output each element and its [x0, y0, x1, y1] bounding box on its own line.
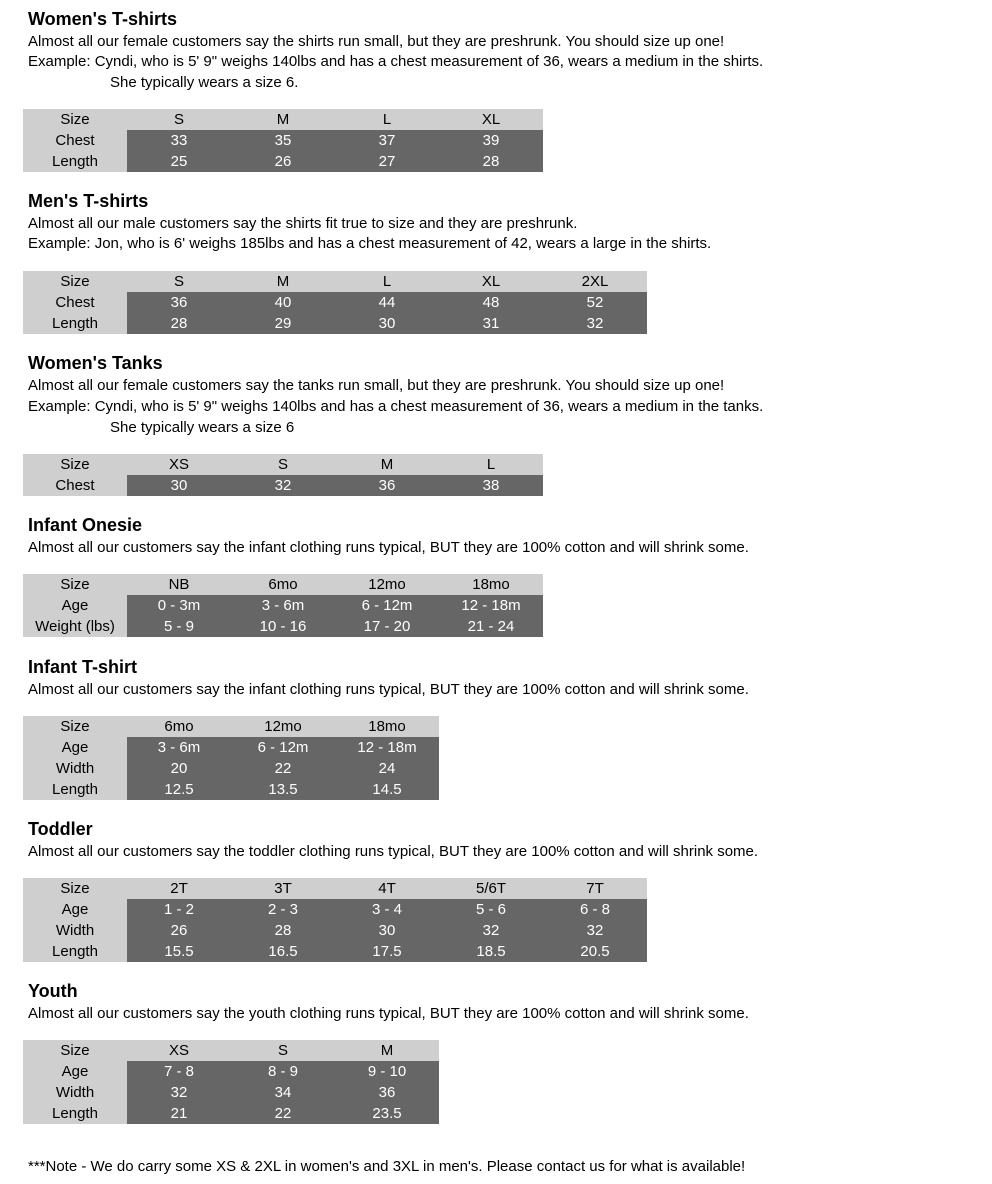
header-cell: Size	[23, 1040, 127, 1061]
table-row	[23, 595, 543, 616]
table-cell: 52	[543, 292, 647, 313]
section-title: Infant T-shirt	[28, 657, 137, 677]
header-cell: L	[439, 454, 543, 475]
table-cell: 29	[231, 313, 335, 334]
table-cell: 32	[231, 475, 335, 496]
table-cell: 3 - 6m	[231, 595, 335, 616]
table-row	[23, 737, 439, 758]
size-table	[23, 454, 543, 496]
header-cell: S	[127, 271, 231, 292]
table-header-row	[23, 716, 439, 737]
header-cell: Size	[23, 574, 127, 595]
section-title: Toddler	[28, 819, 93, 839]
table-cell: 32	[543, 313, 647, 334]
header-cell: 6mo	[231, 574, 335, 595]
table-cell: 30	[335, 920, 439, 941]
table-cell: 0 - 3m	[127, 595, 231, 616]
table-header-row	[23, 574, 543, 595]
description-line: Almost all our female customers say the tanks run small, but they are preshrunk. You should size up one!	[28, 377, 725, 394]
header-cell: M	[335, 454, 439, 475]
description-line: Almost all our female customers say the shirts run small, but they are preshrunk. You should size up one!	[28, 33, 725, 50]
table-row	[23, 758, 439, 779]
section-title: Women's T-shirts	[28, 9, 177, 29]
table-cell: 6 - 12m	[335, 595, 439, 616]
header-cell: XL	[439, 109, 543, 130]
table-cell: 36	[335, 475, 439, 496]
row-label: Chest	[23, 130, 127, 151]
header-cell: Size	[23, 271, 127, 292]
table-cell: 15.5	[127, 941, 231, 962]
description-line: Almost all our customers say the infant clothing runs typical, BUT they are 100% cotton and will shrink some.	[28, 681, 749, 698]
table-row	[23, 920, 647, 941]
table-cell: 21 - 24	[439, 616, 543, 637]
header-cell: XS	[127, 1040, 231, 1061]
header-cell: 2XL	[543, 271, 647, 292]
table-row	[23, 779, 439, 800]
table-cell: 13.5	[231, 779, 335, 800]
table-cell: 25	[127, 151, 231, 172]
table-row	[23, 1103, 439, 1124]
row-label: Age	[23, 899, 127, 920]
table-row	[23, 616, 543, 637]
table-row	[23, 1061, 439, 1082]
footer-note: ***Note - We do carry some XS & 2XL in women's and 3XL in men's. Please contact us for what is available!	[28, 1158, 746, 1175]
table-row	[23, 151, 543, 172]
table-cell: 14.5	[335, 779, 439, 800]
section-title: Women's Tanks	[28, 353, 163, 373]
row-label: Width	[23, 758, 127, 779]
table-header-row	[23, 454, 543, 475]
table-cell: 48	[439, 292, 543, 313]
size-table	[23, 109, 543, 172]
example-line: Example: Cyndi, who is 5' 9" weighs 140lbs and has a chest measurement of 36, wears a medium in the tanks.	[28, 398, 764, 415]
table-cell: 24	[335, 758, 439, 779]
table-cell: 26	[231, 151, 335, 172]
table-cell: 44	[335, 292, 439, 313]
table-cell: 16.5	[231, 941, 335, 962]
header-cell: 18mo	[439, 574, 543, 595]
header-cell: Size	[23, 454, 127, 475]
table-cell: 17.5	[335, 941, 439, 962]
header-cell: 6mo	[127, 716, 231, 737]
table-cell: 30	[127, 475, 231, 496]
row-label: Length	[23, 151, 127, 172]
header-cell: L	[335, 271, 439, 292]
row-label: Length	[23, 1103, 127, 1124]
row-label: Age	[23, 595, 127, 616]
table-header-row	[23, 271, 647, 292]
header-cell: 18mo	[335, 716, 439, 737]
header-cell: S	[231, 454, 335, 475]
table-cell: 12 - 18m	[335, 737, 439, 758]
table-cell: 33	[127, 130, 231, 151]
table-cell: 21	[127, 1103, 231, 1124]
table-cell: 9 - 10	[335, 1061, 439, 1082]
table-cell: 23.5	[335, 1103, 439, 1124]
example-line: Example: Cyndi, who is 5' 9" weighs 140lbs and has a chest measurement of 36, wears a medium in the shirts.	[28, 53, 764, 70]
table-cell: 22	[231, 1103, 335, 1124]
section-title: Men's T-shirts	[28, 191, 149, 211]
table-cell: 5 - 9	[127, 616, 231, 637]
row-label: Chest	[23, 292, 127, 313]
table-cell: 30	[335, 313, 439, 334]
header-cell: 12mo	[231, 716, 335, 737]
table-cell: 20.5	[543, 941, 647, 962]
table-cell: 6 - 12m	[231, 737, 335, 758]
table-header-row	[23, 878, 647, 899]
section-title: Infant Onesie	[28, 515, 143, 535]
table-cell: 6 - 8	[543, 899, 647, 920]
table-row	[23, 130, 543, 151]
table-cell: 8 - 9	[231, 1061, 335, 1082]
header-cell: M	[231, 271, 335, 292]
table-header-row	[23, 1040, 439, 1061]
table-row	[23, 475, 543, 496]
header-cell: 12mo	[335, 574, 439, 595]
table-cell: 40	[231, 292, 335, 313]
table-header-row	[23, 109, 543, 130]
header-cell: L	[335, 109, 439, 130]
table-cell: 22	[231, 758, 335, 779]
size-table	[23, 878, 647, 962]
table-cell: 1 - 2	[127, 899, 231, 920]
size-table	[23, 271, 647, 334]
header-cell: S	[231, 1040, 335, 1061]
example-line: Example: Jon, who is 6' weighs 185lbs and has a chest measurement of 42, wears a large in the shirts.	[28, 235, 712, 252]
row-label: Width	[23, 920, 127, 941]
table-cell: 5 - 6	[439, 899, 543, 920]
table-row	[23, 313, 647, 334]
header-cell: M	[231, 109, 335, 130]
header-cell: 2T	[127, 878, 231, 899]
section-title: Youth	[28, 981, 78, 1001]
header-cell: XL	[439, 271, 543, 292]
header-cell: S	[127, 109, 231, 130]
table-cell: 28	[231, 920, 335, 941]
header-cell: Size	[23, 109, 127, 130]
table-cell: 3 - 6m	[127, 737, 231, 758]
table-cell: 31	[439, 313, 543, 334]
row-label: Width	[23, 1082, 127, 1103]
row-label: Length	[23, 313, 127, 334]
description-line: Almost all our customers say the toddler clothing runs typical, BUT they are 100% cotton and will shrink some.	[28, 843, 759, 860]
size-table	[23, 574, 543, 637]
table-cell: 17 - 20	[335, 616, 439, 637]
table-cell: 26	[127, 920, 231, 941]
size-table	[23, 716, 439, 800]
header-cell: XS	[127, 454, 231, 475]
header-cell: M	[335, 1040, 439, 1061]
description-line: Almost all our customers say the infant clothing runs typical, BUT they are 100% cotton and will shrink some.	[28, 539, 749, 556]
row-label: Chest	[23, 475, 127, 496]
table-cell: 39	[439, 130, 543, 151]
row-label: Length	[23, 941, 127, 962]
table-cell: 37	[335, 130, 439, 151]
table-cell: 20	[127, 758, 231, 779]
table-cell: 36	[127, 292, 231, 313]
table-row	[23, 941, 647, 962]
table-cell: 32	[543, 920, 647, 941]
table-row	[23, 899, 647, 920]
description-line: Almost all our male customers say the shirts fit true to size and they are preshrunk.	[28, 215, 578, 232]
table-cell: 28	[127, 313, 231, 334]
table-cell: 27	[335, 151, 439, 172]
header-cell: 3T	[231, 878, 335, 899]
table-row	[23, 1082, 439, 1103]
header-cell: 4T	[335, 878, 439, 899]
example-line-cont: She typically wears a size 6	[110, 419, 295, 436]
table-cell: 32	[439, 920, 543, 941]
row-label: Length	[23, 779, 127, 800]
header-cell: Size	[23, 716, 127, 737]
table-cell: 12.5	[127, 779, 231, 800]
table-cell: 7 - 8	[127, 1061, 231, 1082]
table-cell: 2 - 3	[231, 899, 335, 920]
row-label: Age	[23, 1061, 127, 1082]
example-line-cont: She typically wears a size 6.	[110, 74, 299, 91]
size-table	[23, 1040, 439, 1124]
row-label: Age	[23, 737, 127, 758]
header-cell: Size	[23, 878, 127, 899]
header-cell: 7T	[543, 878, 647, 899]
table-cell: 12 - 18m	[439, 595, 543, 616]
row-label: Weight (lbs)	[23, 616, 127, 637]
description-line: Almost all our customers say the youth clothing runs typical, BUT they are 100% cotton and will shrink some.	[28, 1005, 749, 1022]
table-cell: 28	[439, 151, 543, 172]
table-cell: 38	[439, 475, 543, 496]
table-row	[23, 292, 647, 313]
header-cell: 5/6T	[439, 878, 543, 899]
table-cell: 35	[231, 130, 335, 151]
table-cell: 32	[127, 1082, 231, 1103]
header-cell: NB	[127, 574, 231, 595]
table-cell: 3 - 4	[335, 899, 439, 920]
table-cell: 18.5	[439, 941, 543, 962]
table-cell: 10 - 16	[231, 616, 335, 637]
table-cell: 36	[335, 1082, 439, 1103]
table-cell: 34	[231, 1082, 335, 1103]
